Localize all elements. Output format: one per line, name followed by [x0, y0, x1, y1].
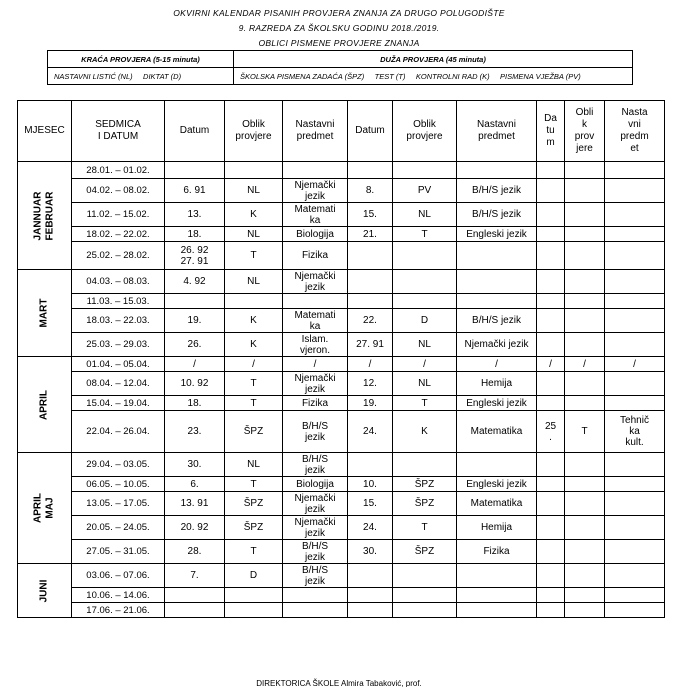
table-cell: ŠPZ	[225, 492, 283, 516]
table-cell	[537, 227, 565, 242]
table-cell	[565, 492, 605, 516]
table-cell: Engleski jezik	[457, 477, 537, 492]
table-cell	[537, 372, 565, 396]
table-cell: 12.	[348, 372, 393, 396]
table-cell	[605, 516, 665, 540]
table-cell: ŠPZ	[393, 540, 457, 564]
table-cell: T	[225, 396, 283, 411]
table-cell	[565, 203, 605, 227]
column-header: Oblik provjere	[393, 101, 457, 162]
table-cell: B/H/S jezik	[457, 309, 537, 333]
table-cell	[393, 270, 457, 294]
table-cell	[283, 603, 348, 618]
table-row	[18, 492, 665, 516]
table-cell: 19.	[165, 309, 225, 333]
table-cell	[537, 203, 565, 227]
table-cell	[537, 309, 565, 333]
table-row	[18, 516, 665, 540]
column-header: Datum	[165, 101, 225, 162]
table-cell: 10.	[348, 477, 393, 492]
table-cell	[225, 588, 283, 603]
table-row	[18, 179, 665, 203]
document-subtitle: 9. RAZREDA ZA ŠKOLSKU GODINU 2018./2019.	[238, 23, 440, 33]
table-cell	[565, 588, 605, 603]
table-cell: Engleski jezik	[457, 227, 537, 242]
column-header: Da tu m	[537, 101, 565, 162]
table-cell: Biologija	[283, 477, 348, 492]
table-cell	[565, 477, 605, 492]
week-range-cell: 29.04. – 03.05.	[72, 453, 165, 477]
table-cell	[605, 203, 665, 227]
week-range-cell: 04.02. – 08.02.	[72, 179, 165, 203]
table-cell	[348, 270, 393, 294]
table-cell: 6. 91	[165, 179, 225, 203]
table-cell: Tehnič ka kult.	[605, 411, 665, 453]
table-cell	[565, 453, 605, 477]
week-range-cell: 28.01. – 01.02.	[72, 162, 165, 179]
table-cell	[537, 492, 565, 516]
table-cell	[283, 294, 348, 309]
column-header: SEDMICA I DATUM	[72, 101, 165, 162]
table-cell	[165, 603, 225, 618]
long-check-title: DUŽA PROVJERA (45 minuta)	[234, 51, 633, 68]
table-cell	[605, 294, 665, 309]
table-cell: T	[565, 411, 605, 453]
table-cell: 26. 92 27. 91	[165, 242, 225, 270]
table-cell	[565, 294, 605, 309]
table-cell: /	[165, 357, 225, 372]
table-cell: Hemija	[457, 372, 537, 396]
table-cell: Hemija	[457, 516, 537, 540]
week-range-cell: 18.03. – 22.03.	[72, 309, 165, 333]
week-range-cell: 11.02. – 15.02.	[72, 203, 165, 227]
table-cell: Biologija	[283, 227, 348, 242]
table-cell: 4. 92	[165, 270, 225, 294]
table-row	[18, 453, 665, 477]
table-cell	[605, 242, 665, 270]
table-cell	[348, 603, 393, 618]
table-cell	[565, 227, 605, 242]
table-cell	[537, 516, 565, 540]
table-cell	[605, 540, 665, 564]
table-cell	[537, 270, 565, 294]
table-cell	[165, 294, 225, 309]
table-cell	[457, 564, 537, 588]
table-cell	[605, 270, 665, 294]
table-cell: 7.	[165, 564, 225, 588]
table-cell: Matematika	[457, 411, 537, 453]
table-row	[18, 603, 665, 618]
table-row	[18, 294, 665, 309]
table-cell	[537, 179, 565, 203]
table-cell	[565, 540, 605, 564]
table-cell: K	[225, 333, 283, 357]
month-label: MART	[18, 270, 72, 357]
table-cell: B/H/S jezik	[283, 453, 348, 477]
month-label: APRIL MAJ	[18, 453, 72, 564]
table-cell: Matematika	[457, 492, 537, 516]
table-body	[18, 162, 665, 618]
schedule-table	[17, 100, 665, 618]
table-cell: T	[225, 540, 283, 564]
table-cell	[565, 162, 605, 179]
table-cell: /	[393, 357, 457, 372]
table-cell: 8.	[348, 179, 393, 203]
table-cell	[537, 588, 565, 603]
table-cell	[537, 564, 565, 588]
table-cell	[605, 372, 665, 396]
table-cell	[393, 564, 457, 588]
table-cell: 27. 91	[348, 333, 393, 357]
month-label: JANNUAR FEBRUAR	[18, 162, 72, 270]
table-row	[18, 203, 665, 227]
table-cell	[283, 588, 348, 603]
table-cell	[348, 242, 393, 270]
short-check-title: KRAĆA PROVJERA (5-15 minuta)	[48, 51, 234, 68]
table-cell	[605, 588, 665, 603]
table-cell	[537, 294, 565, 309]
table-cell: 18.	[165, 227, 225, 242]
table-row	[18, 372, 665, 396]
table-cell: 6.	[165, 477, 225, 492]
table-cell	[393, 453, 457, 477]
table-cell: T	[393, 227, 457, 242]
table-cell: B/H/S jezik	[283, 411, 348, 453]
table-cell: Matemati ka	[283, 309, 348, 333]
table-cell	[605, 603, 665, 618]
table-cell	[537, 396, 565, 411]
table-cell	[225, 294, 283, 309]
table-row	[18, 309, 665, 333]
table-cell	[393, 294, 457, 309]
table-cell: NL	[225, 453, 283, 477]
table-cell: T	[393, 516, 457, 540]
table-cell: /	[225, 357, 283, 372]
table-cell	[565, 242, 605, 270]
table-cell	[537, 540, 565, 564]
table-cell	[605, 227, 665, 242]
table-row	[18, 270, 665, 294]
table-cell: ŠPZ	[225, 516, 283, 540]
week-range-cell: 20.05. – 24.05.	[72, 516, 165, 540]
table-cell: /	[565, 357, 605, 372]
legend-table	[47, 50, 633, 85]
table-cell: 13. 91	[165, 492, 225, 516]
table-row	[18, 396, 665, 411]
table-cell	[537, 242, 565, 270]
table-cell: 28.	[165, 540, 225, 564]
table-cell	[348, 294, 393, 309]
table-cell: T	[225, 372, 283, 396]
table-cell	[393, 242, 457, 270]
forms-heading: OBLICI PISMENE PROVJERE ZNANJA	[258, 38, 420, 48]
table-cell: 10. 92	[165, 372, 225, 396]
table-cell	[165, 588, 225, 603]
table-cell: Njemački jezik	[457, 333, 537, 357]
long-check-types: ŠKOLSKA PISMENA ZADAĆA (ŠPZ) TEST (T) KONTROLNI RAD (K) PISMENA VJEŽBA (PV)	[234, 68, 633, 85]
table-cell	[457, 270, 537, 294]
table-cell: T	[225, 477, 283, 492]
table-cell: 23.	[165, 411, 225, 453]
table-cell	[537, 603, 565, 618]
table-cell	[605, 162, 665, 179]
table-cell	[225, 603, 283, 618]
week-range-cell: 04.03. – 08.03.	[72, 270, 165, 294]
table-cell	[605, 179, 665, 203]
table-cell	[457, 162, 537, 179]
table-cell: NL	[225, 270, 283, 294]
table-cell	[393, 603, 457, 618]
table-cell	[565, 372, 605, 396]
table-cell	[605, 309, 665, 333]
table-cell: 15.	[348, 492, 393, 516]
table-cell	[605, 333, 665, 357]
table-cell: Engleski jezik	[457, 396, 537, 411]
table-cell	[537, 477, 565, 492]
table-cell: 30.	[348, 540, 393, 564]
table-cell	[457, 588, 537, 603]
table-cell: B/H/S jezik	[457, 179, 537, 203]
month-label: APRIL	[18, 357, 72, 453]
table-cell	[283, 162, 348, 179]
table-cell	[348, 453, 393, 477]
week-range-cell: 11.03. – 15.03.	[72, 294, 165, 309]
table-cell: K	[393, 411, 457, 453]
table-cell	[225, 162, 283, 179]
week-range-cell: 27.05. – 31.05.	[72, 540, 165, 564]
table-row	[18, 477, 665, 492]
table-cell	[605, 477, 665, 492]
table-row	[18, 564, 665, 588]
table-cell: /	[348, 357, 393, 372]
table-cell	[348, 162, 393, 179]
table-row	[18, 242, 665, 270]
table-cell	[565, 603, 605, 618]
table-cell: ŠPZ	[393, 492, 457, 516]
table-cell: B/H/S jezik	[457, 203, 537, 227]
table-header-row	[18, 101, 665, 162]
table-cell: 21.	[348, 227, 393, 242]
table-cell: 22.	[348, 309, 393, 333]
table-row	[18, 227, 665, 242]
week-range-cell: 08.04. – 12.04.	[72, 372, 165, 396]
table-cell: 24.	[348, 411, 393, 453]
table-row	[18, 162, 665, 179]
table-cell	[457, 294, 537, 309]
table-cell: 19.	[348, 396, 393, 411]
table-cell	[565, 564, 605, 588]
table-cell: NL	[225, 227, 283, 242]
table-cell	[348, 588, 393, 603]
table-cell	[605, 396, 665, 411]
table-cell: PV	[393, 179, 457, 203]
column-header: Nastavni predmet	[457, 101, 537, 162]
table-cell: /	[537, 357, 565, 372]
table-cell: Njemački jezik	[283, 516, 348, 540]
table-cell: ŠPZ	[225, 411, 283, 453]
table-cell	[348, 564, 393, 588]
table-cell: T	[225, 242, 283, 270]
table-cell: NL	[225, 179, 283, 203]
table-cell	[457, 453, 537, 477]
table-cell: NL	[393, 203, 457, 227]
document-title: OKVIRNI KALENDAR PISANIH PROVJERA ZNANJA ZA DRUGO POLUGODIŠTE	[173, 8, 505, 18]
week-range-cell: 15.04. – 19.04.	[72, 396, 165, 411]
table-cell: 20. 92	[165, 516, 225, 540]
table-cell	[537, 333, 565, 357]
table-cell	[565, 516, 605, 540]
table-cell: Njemački jezik	[283, 372, 348, 396]
table-cell: K	[225, 203, 283, 227]
table-row	[18, 411, 665, 453]
table-cell: Matemati ka	[283, 203, 348, 227]
table-row	[18, 540, 665, 564]
table-row	[18, 357, 665, 372]
table-row	[18, 333, 665, 357]
column-header: Datum	[348, 101, 393, 162]
table-cell: Fizika	[283, 242, 348, 270]
column-header: Oblik provjere	[225, 101, 283, 162]
table-cell: 30.	[165, 453, 225, 477]
table-cell: NL	[393, 333, 457, 357]
table-cell: /	[457, 357, 537, 372]
table-cell: ŠPZ	[393, 477, 457, 492]
table-cell: D	[225, 564, 283, 588]
week-range-cell: 22.04. – 26.04.	[72, 411, 165, 453]
column-header: Nastavni predmet	[283, 101, 348, 162]
table-cell	[393, 588, 457, 603]
footer-signature: DIREKTORICA ŠKOLE Almira Tabaković, prof.	[256, 679, 422, 687]
week-range-cell: 18.02. – 22.02.	[72, 227, 165, 242]
table-cell	[565, 333, 605, 357]
table-cell	[457, 603, 537, 618]
table-cell: K	[225, 309, 283, 333]
table-cell: T	[393, 396, 457, 411]
table-cell	[565, 270, 605, 294]
table-cell	[605, 492, 665, 516]
table-cell: /	[283, 357, 348, 372]
table-cell: Fizika	[457, 540, 537, 564]
week-range-cell: 06.05. – 10.05.	[72, 477, 165, 492]
table-cell	[457, 242, 537, 270]
table-cell: 18.	[165, 396, 225, 411]
column-header: Nasta vni predm et	[605, 101, 665, 162]
table-cell	[565, 396, 605, 411]
table-cell: Njemački jezik	[283, 492, 348, 516]
week-range-cell: 25.02. – 28.02.	[72, 242, 165, 270]
table-cell: B/H/S jezik	[283, 540, 348, 564]
table-cell: NL	[393, 372, 457, 396]
table-cell: Islam. vjeron.	[283, 333, 348, 357]
week-range-cell: 10.06. – 14.06.	[72, 588, 165, 603]
table-cell	[565, 309, 605, 333]
week-range-cell: 17.06. – 21.06.	[72, 603, 165, 618]
table-cell: Njemački jezik	[283, 270, 348, 294]
week-range-cell: 13.05. – 17.05.	[72, 492, 165, 516]
table-cell: 15.	[348, 203, 393, 227]
table-cell: 13.	[165, 203, 225, 227]
short-check-types: NASTAVNI LISTIĆ (NL) DIKTAT (D)	[48, 68, 234, 85]
table-cell: /	[605, 357, 665, 372]
table-row	[18, 588, 665, 603]
table-cell	[605, 453, 665, 477]
table-cell	[565, 179, 605, 203]
column-header: Obli k prov jere	[565, 101, 605, 162]
week-range-cell: 03.06. – 07.06.	[72, 564, 165, 588]
table-cell	[605, 564, 665, 588]
column-header: MJESEC	[18, 101, 72, 162]
table-cell: Fizika	[283, 396, 348, 411]
table-cell: 25 .	[537, 411, 565, 453]
table-cell: B/H/S jezik	[283, 564, 348, 588]
table-cell	[393, 162, 457, 179]
table-cell	[165, 162, 225, 179]
table-cell: 24.	[348, 516, 393, 540]
week-range-cell: 01.04. – 05.04.	[72, 357, 165, 372]
table-cell: D	[393, 309, 457, 333]
table-cell	[537, 162, 565, 179]
month-label: JUNI	[18, 564, 72, 618]
table-cell	[537, 453, 565, 477]
week-range-cell: 25.03. – 29.03.	[72, 333, 165, 357]
table-cell: Njemački jezik	[283, 179, 348, 203]
table-cell: 26.	[165, 333, 225, 357]
